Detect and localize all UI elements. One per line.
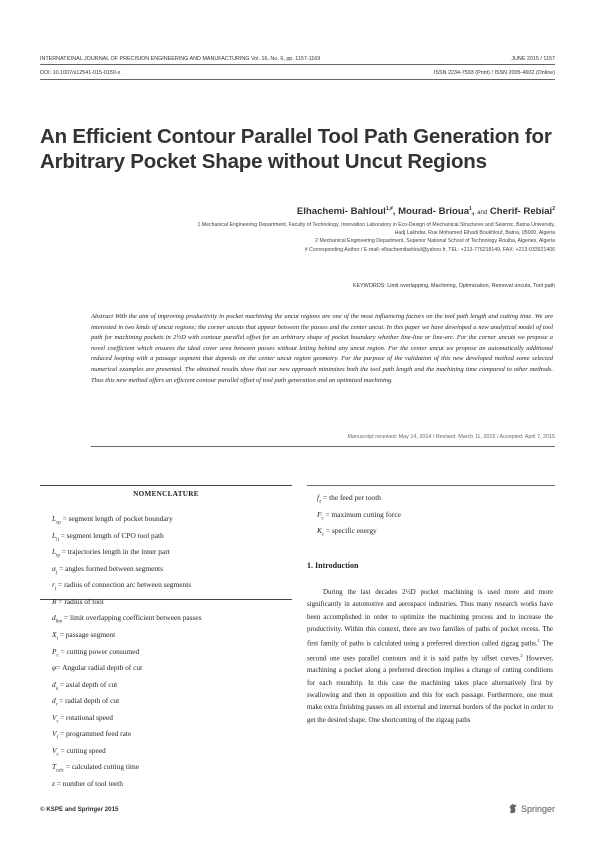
nomenclature-title: NOMENCLATURE xyxy=(133,490,199,498)
nomenclature-item xyxy=(52,745,292,762)
symbol-description: = programmed feed rate xyxy=(58,729,132,739)
nomenclature-item xyxy=(52,513,292,530)
symbol: K xyxy=(317,526,322,536)
symbol-description: = radial depth of cut xyxy=(57,696,120,706)
symbol-subscript: tp xyxy=(56,553,60,559)
symbol: L xyxy=(52,547,57,557)
springer-horse-icon xyxy=(508,803,518,814)
issue-page: JUNE 2015 / 1157 xyxy=(511,56,555,62)
symbol: L xyxy=(52,530,57,540)
symbol-subscript: c xyxy=(321,532,325,538)
copyright: © KSPE and Springer 2015 xyxy=(40,806,119,813)
symbol: V xyxy=(52,745,57,755)
symbol: r xyxy=(52,580,55,590)
author-2: Mourad- Brioua xyxy=(398,206,470,218)
nomenclature-item xyxy=(52,646,292,663)
intro-text-a: During the last decades 2½D pocket machining is used more and more significantly in automotive and aerospace industries. Thus many research works have been accomplished in order to optimize the machining process and to increase the productivity. Within this context, there are two families of paths of pocket recess. The first family of paths is calculated using a preferred direction called zigzag paths. xyxy=(307,588,553,648)
symbol-description: = passage segment xyxy=(57,629,116,639)
intro-text-c: However, machining a pocket along a preferred direction implies a change of cutting conditions for each roundtrip. In this case the machining takes place alternatively first by swallowing and then in opposition and this for each passage. Furthermore, one must make extra finishing passes on all external and internal borders of the pocket in order to get the desired shape. One shortcoming of the zigzag paths xyxy=(307,654,553,724)
symbol-subscript: c xyxy=(56,652,59,658)
symbol-description: = axial depth of cut xyxy=(57,679,118,689)
abstract: Abstract With the aim of improving productivity in pocket machining the uncut regions are one of the most influencing factors on the tool path length and cutting time. We are interested in two kinds of uncut regions; the corner uncuts that appear between the passes and the center uncut. In this paper we have developed a new analytical model of tool path for machining pockets in 2½D with contour parallel offset for an arbitrary shape of pocket boundary whether line-line or line-arc. For the corner uncuts we propose a novel coefficient which ensures the ideal cover area between passes without letting behind any uncut region. For the center uncut we propose an automatically additional reduced looping with a passage segment that depends on the center uncut region geometry. For the purpose of the validation of this new developed method some selected numerical examples are presented. The obtained results show that our new approach minimizes both the tool path length and the machining time compared to other methods. Thus this new method offers an efficient contour parallel offset of tool path generation and an optimized machining. xyxy=(91,313,553,384)
nomenclature-item xyxy=(317,525,557,542)
doi: DOI: 10.1007/s12541-015-0150-x xyxy=(40,70,121,76)
symbol-description: = the feed per tooth xyxy=(321,493,381,502)
symbol-subscript: z xyxy=(319,499,322,505)
nomenclature-item xyxy=(52,530,292,547)
author-3: Cherif- Rebiai xyxy=(489,206,553,218)
nomenclature-item xyxy=(52,761,292,778)
symbol-description: = segment length of CPO tool path xyxy=(58,530,164,540)
nomenclature-item xyxy=(52,695,292,712)
symbol: z xyxy=(52,779,55,788)
symbol-subscript: c xyxy=(56,752,59,758)
symbol-subscript: cp xyxy=(56,520,61,526)
authors: Elhachemi- Bahloul$^{1,\#}$, Mourad- Brioua$^1$, and Cherif- Rebiai$^2$ xyxy=(296,206,555,218)
nomenclature-item xyxy=(52,629,292,646)
symbol-description: = maximum cutting force xyxy=(323,509,401,519)
symbol-description: = cutting power consumed xyxy=(58,646,140,656)
symbol-description: = limit overlapping coefficient between passes xyxy=(62,613,202,623)
affiliation-line: 2 Mechanical Engineering Department, Superior National School of Technology Rouiba, Algeries, Algeria xyxy=(315,238,555,245)
symbol-subscript: a xyxy=(55,686,58,692)
paper-title: An Efficient Contour Parallel Tool Path Generation for Arbitrary Pocket Shape without Uncut Regions xyxy=(40,125,552,173)
right-column-rule xyxy=(307,485,555,486)
nomenclature-item xyxy=(52,596,292,613)
symbol-subscript: r xyxy=(56,719,59,725)
symbol: T xyxy=(52,762,57,772)
nomenclature-item xyxy=(52,679,292,696)
symbol-description: = cutting speed xyxy=(58,745,106,755)
symbol: P xyxy=(52,646,57,656)
publisher-logo xyxy=(508,803,555,814)
symbol-description: = specific energy xyxy=(324,526,377,536)
manuscript-dates: Manuscript received: May 14, 2014 / Revised: March 11, 2015 / Accepted: April 7, 2015 xyxy=(347,434,555,440)
intro-text-b: The second one uses parallel contours and it is said paths by offset curves. xyxy=(307,639,553,663)
symbol: L xyxy=(52,514,57,523)
keywords: KEYWORDS: Limit overlapping, Machining, Optimization, Removal uncuts, Tool path xyxy=(352,283,555,289)
symbol: α xyxy=(52,563,56,573)
nomenclature-item xyxy=(52,712,292,729)
author-3-sup: 2 xyxy=(552,206,555,212)
symbol: R xyxy=(52,596,57,606)
issn: ISSN 2234-7593 (Print) / ISSN 2005-4602 (Online) xyxy=(433,70,555,76)
nomenclature-item xyxy=(52,662,292,679)
symbol: V xyxy=(52,729,57,739)
nomenclature-item xyxy=(52,563,292,580)
symbol-description: = calculated cutting time xyxy=(63,762,140,772)
header-rule-top xyxy=(40,64,555,65)
affiliation-line: # Corresponding Author / E-mail: elhachemibahloul@yahoo.fr, TEL: +213-776218149, FAX: +213-033921406 xyxy=(304,246,555,253)
symbol-subscript: r xyxy=(55,702,58,708)
symbol-description: = radius of tool xyxy=(56,596,104,606)
symbol-description: = trajectories length in the inner part xyxy=(59,547,170,557)
symbol-description: = radius of connection arc between segments xyxy=(56,580,192,590)
symbol-subscript: f xyxy=(56,735,59,741)
publisher-name: Springer xyxy=(520,803,555,814)
symbol: d xyxy=(52,679,56,689)
symbol-description: = rotational speed xyxy=(58,712,113,722)
nomenclature-item xyxy=(317,509,557,526)
symbol: d xyxy=(52,696,56,706)
author-2-sup: 1 xyxy=(469,206,472,212)
symbol-description: = angles formed between segments xyxy=(57,563,163,573)
nomenclature-item xyxy=(52,728,292,745)
symbol: X xyxy=(52,629,57,639)
affiliations xyxy=(125,221,555,254)
introduction-paragraph xyxy=(307,586,553,726)
symbol-subscript: ij xyxy=(56,537,59,543)
nomenclature-list-continued xyxy=(317,492,557,542)
nomenclature-item xyxy=(52,612,292,629)
nomenclature-item xyxy=(317,492,557,509)
nomenclature-item xyxy=(52,579,292,596)
author-1-sup: 1,# xyxy=(385,206,393,212)
affiliation-line: Hadj Lakhdar, Rue Mohamed Elhadi Boukhlouf, Batna, 05000, Algeria xyxy=(394,230,555,237)
reference-2: 2 xyxy=(520,652,523,658)
section-heading-introduction: 1. Introduction xyxy=(307,561,359,570)
nomenclature-item xyxy=(52,778,292,795)
symbol: F xyxy=(317,509,322,519)
symbol-subscript: lim xyxy=(55,619,63,625)
symbol: V xyxy=(52,712,57,722)
symbol-subscript: j xyxy=(54,586,57,592)
symbol: d xyxy=(52,613,56,623)
abstract-rule xyxy=(91,446,555,447)
symbol: f xyxy=(317,493,320,502)
affiliation-line: 1 Mechanical Engineering Department, Faculty of Technology, Innovation Laboratory in Eco-Design of Mechanical Structures and Seismic, Batna University, xyxy=(197,222,555,228)
nomenclature-list xyxy=(52,513,292,795)
header-rule-bottom xyxy=(40,79,555,80)
symbol-description: = segment length of pocket boundary xyxy=(60,514,173,523)
symbol-subscript: j xyxy=(55,570,58,576)
symbol-subscript: calc xyxy=(56,768,64,774)
journal-header: INTERNATIONAL JOURNAL OF PRECISION ENGINEERING AND MANUFACTURING Vol. 16, No. 6, pp. 1157-1169 xyxy=(40,56,321,62)
author-1: Elhachemi- Bahloul xyxy=(296,206,386,218)
symbol-description: = number of tool teeth xyxy=(54,779,123,788)
authors-and: and xyxy=(477,210,488,217)
symbol-subscript: i xyxy=(56,636,58,642)
symbol: φ xyxy=(52,663,57,673)
symbol-subscript: c xyxy=(321,516,324,522)
nomenclature-item xyxy=(52,546,292,563)
symbol-description: = Angular radial depth of cut xyxy=(56,663,143,673)
reference-1: 1 xyxy=(537,638,540,644)
